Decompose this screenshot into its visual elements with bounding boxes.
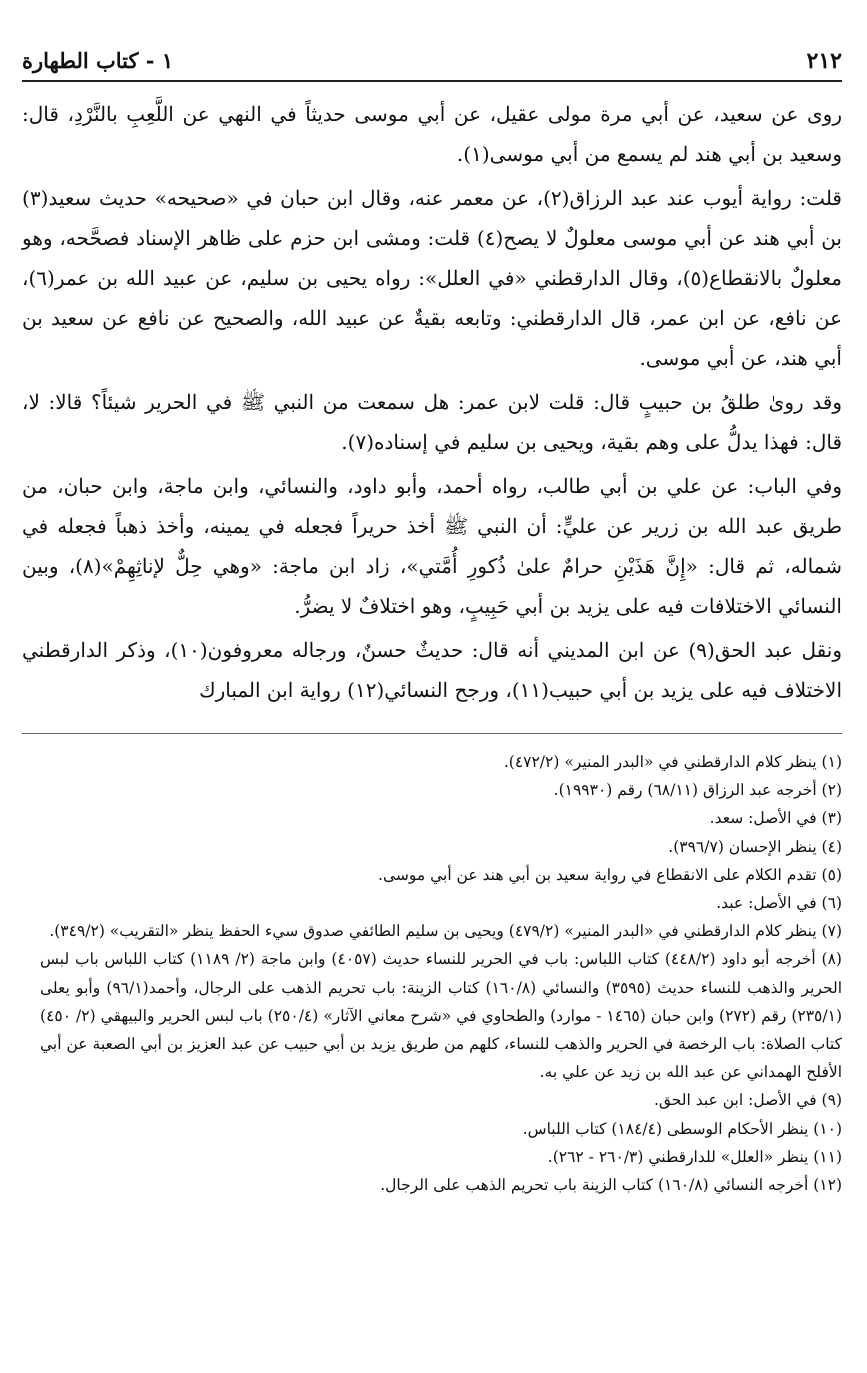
footnote: (٤) ينظر الإحسان (٣٩٦/٧). <box>668 837 842 856</box>
footnote: (٧) ينظر كلام الدارقطني في «البدر المنير» (٤٧٩/٢) ويحيى بن سليم الطائفي صدوق سيء الحفظ ينظر «التقريب» (٣٤٩/٢). <box>49 922 842 941</box>
chapter-title: ١ - كتاب الطهارة <box>22 48 174 73</box>
footnote: (١١) ينظر «العلل» للدارقطني (٢٦٠/٣ - ٢٦٢). <box>547 1147 842 1166</box>
paragraph: ونقل عبد الحق(٩) عن ابن المديني أنه قال: حديثٌ حسنٌ، ورجاله معروفون(١٠)، وذكر الدارقطني الاختلاف فيه على يزيد بن أبي حبيب(١١)، ورجح النسائي(١٢) رواية ابن المبارك <box>22 638 842 702</box>
page-header <box>22 40 842 82</box>
paragraph: روى عن سعيد، عن أبي مرة مولى عقيل، عن أبي موسى حديثاً في النهي عن اللَّعِبِ بالنَّرْدِ، قال: وسعيد بن أبي هند لم يسمع من أبي موسى(١). <box>22 102 842 166</box>
footnote: (٦) في الأصل: عبد. <box>716 894 842 913</box>
footnote: (١٢) أخرجه النسائي (١٦٠/٨) كتاب الزينة باب تحريم الذهب على الرجال. <box>380 1176 842 1195</box>
footnote: (١٠) ينظر الأحكام الوسطى (١٨٤/٤) كتاب اللباس. <box>522 1119 842 1138</box>
main-text <box>22 94 842 714</box>
footnotes <box>40 748 842 1199</box>
footnote: (٥) تقدم الكلام على الانقطاع في رواية سعيد بن أبي هند عن أبي موسى. <box>378 865 842 884</box>
footnote: (٩) في الأصل: ابن عبد الحق. <box>653 1091 842 1110</box>
paragraph: قلت: رواية أيوب عند عبد الرزاق(٢)، عن معمر عنه، وقال ابن حبان في «صحيحه» حديث سعيد(٣) بن أبي هند عن أبي موسى معلولٌ لا يصح(٤) قلت: ومشى ابن حزم على ظاهر الإسناد فصحَّحه، وهو معلولٌ بالانقطاع(٥)، وقال الدارقطني «في العلل»: رواه يحيى بن سليم، عن عبيد الله بن عمر(٦)، عن نافع، عن ابن عمر، قال الدارقطني: وتابعه بقيةٌ عن عبيد الله، والصحيح عن نافع عن سعيد بن أبي هند، عن أبي موسى. <box>22 186 842 370</box>
footnote: (١) ينظر كلام الدارقطني في «البدر المنير» (٤٧٢/٢). <box>503 753 842 771</box>
footnote: (٨) أخرجه أبو داود (٤٤٨/٢) كتاب اللباس: باب في الحرير للنساء حديث (٤٠٥٧) وابن ماجة (٢/ ١١٨٩) كتاب اللباس باب لبس الحرير والذهب للنساء حديث (٣٥٩٥) والنسائي (١٦٠/٨) كتاب الزينة: باب تحريم الذهب على الرجال، وأحمد(٩٦/١) وأبو يعلى (٢٣٥/١) رقم (٢٧٢) وابن حبان (١٤٦٥ - موارد) والطحاوي في «شرح معاني الآثار» (٢٥٠/٤) باب لبس الحرير والبيهقي (٢/ ٤٥٠) كتاب الصلاة: باب الرخصة في الحرير والذهب للنساء، كلهم من طريق يزيد بن أبي حبيب عن عبد العزيز بن أبي الصعبة عن أبي الأفلح الهمداني عن عبد الله بن زيد عن علي به. <box>40 950 842 1082</box>
paragraph: وفي الباب: عن علي بن أبي طالب، رواه أحمد، وأبو داود، والنسائي، وابن ماجة، وابن حبان، من طريق عبد الله بن زرير عن عليٍّ: أن النبي ﷺ أخذ حريراً فجعله في يمينه، وأخذ ذهباً فجعله في شماله، ثم قال: «إِنَّ هَذَيْنِ حرامٌ علىٰ ذُكورِ أُمَّتي»، زاد ابن ماجة: «وهي حِلٌّ لإناثِهِمْ»(٨)، وبين النسائي الاختلافات فيه على يزيد بن أبي حَبِيبٍ، وهو اختلافٌ لا يضرُّ. <box>22 474 842 618</box>
footnote: (٢) أخرجه عبد الرزاق (٦٨/١١) رقم (١٩٩٣٠). <box>553 781 842 800</box>
paragraph: وقد روىٰ طلقُ بن حبيبٍ قال: قلت لابن عمر: هل سمعت من النبي ﷺ في الحرير شيئاً؟ قالا: لا، قال: فهذا يدلُّ على وهم بقية، ويحيى بن سليم في إسناده(٧). <box>22 390 843 454</box>
footnote: (٣) في الأصل: سعد. <box>709 809 842 828</box>
footnote-separator <box>22 733 842 734</box>
page-number: ٢١٢ <box>806 48 842 74</box>
